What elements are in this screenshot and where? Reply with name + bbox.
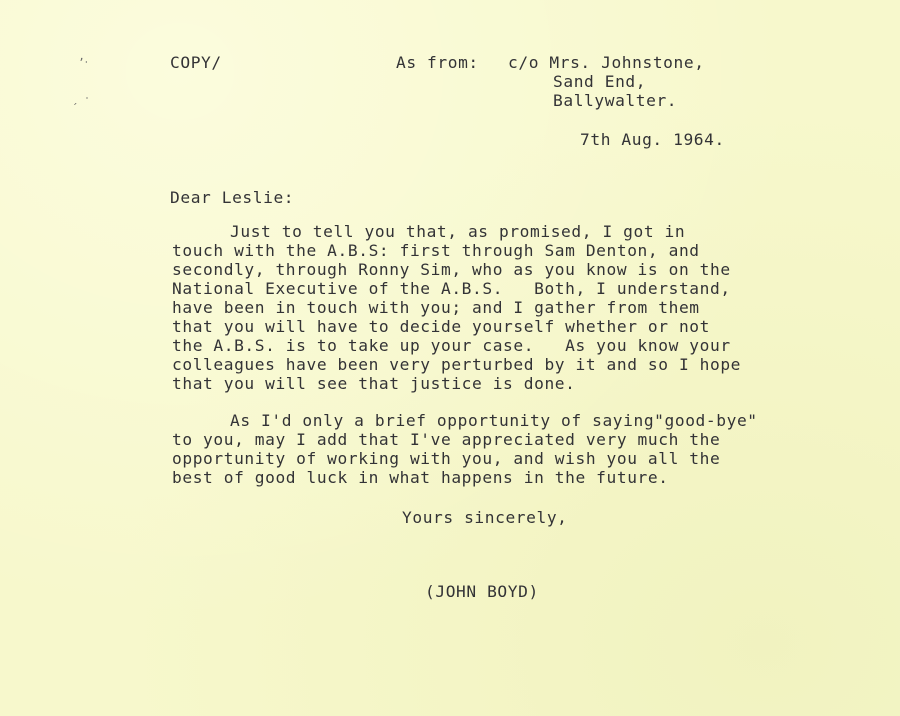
address-line-1: c/o Mrs. Johnstone,: [508, 53, 705, 72]
paragraph-1-line: National Executive of the A.B.S. Both, I understand,: [172, 279, 731, 298]
paragraph-2-line: best of good luck in what happens in the future.: [172, 468, 669, 487]
letter-date: 7th Aug. 1964.: [580, 130, 725, 149]
as-from-label: As from:: [396, 53, 479, 72]
signature: (JOHN BOYD): [425, 582, 539, 601]
margin-mark-top: ʼ‧: [78, 56, 89, 69]
paragraph-1-line: have been in touch with you; and I gather from them: [172, 298, 700, 317]
paragraph-2-line: to you, may I add that I've appreciated very much the: [172, 430, 721, 449]
copy-label: COPY/: [170, 53, 222, 72]
paragraph-2-line: opportunity of working with you, and wish you all the: [172, 449, 721, 468]
closing: Yours sincerely,: [402, 508, 568, 527]
paragraph-1-line: colleagues have been very perturbed by it and so I hope: [172, 355, 742, 374]
paragraph-1-line: that you will see that justice is done.: [172, 374, 576, 393]
paragraph-1-line: Just to tell you that, as promised, I got in: [230, 222, 686, 241]
margin-mark-bottom: ˏ ‧: [72, 92, 89, 105]
paragraph-1-line: the A.B.S. is to take up your case. As you know your: [172, 336, 731, 355]
salutation: Dear Leslie:: [170, 188, 295, 207]
address-line-2: Sand End,: [553, 72, 647, 91]
paragraph-1-line: touch with the A.B.S: first through Sam Denton, and: [172, 241, 700, 260]
paragraph-1-line: secondly, through Ronny Sim, who as you know is on the: [172, 260, 731, 279]
address-line-3: Ballywalter.: [553, 91, 678, 110]
paragraph-2-line: As I'd only a brief opportunity of saying"good-bye": [230, 411, 758, 430]
paragraph-1-line: that you will have to decide yourself whether or not: [172, 317, 710, 336]
